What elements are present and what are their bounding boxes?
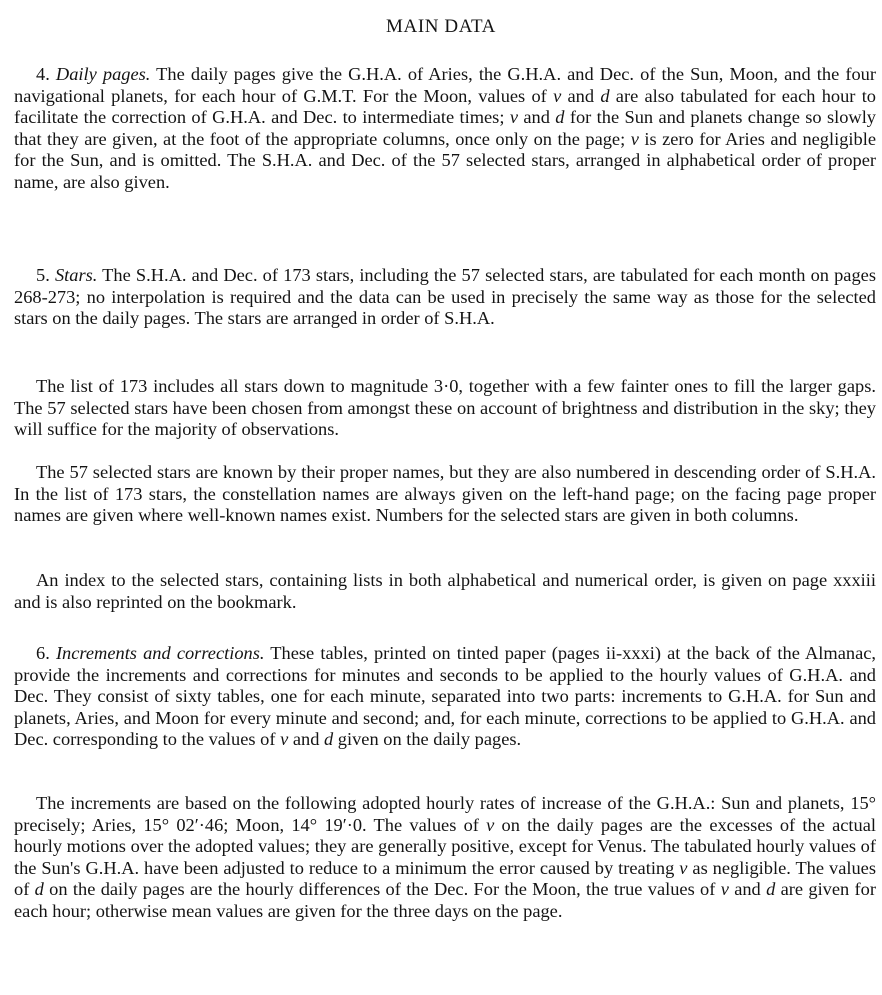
paragraph-increments [14,643,876,751]
italic-variable: d [34,879,44,900]
text-run: are also tabulated for each hour to facilitate the correction of G.H.A. and Dec. to intermediate times; [14,85,876,128]
section-heading: Increments and corrections. [55,643,265,663]
section-heading: Daily pages. [55,64,151,84]
italic-variable: v [509,107,518,128]
section-number: 4. [36,64,50,84]
italic-variable: v [553,85,562,106]
section-heading: Stars. [54,265,98,285]
text-run: These tables, printed on tinted paper (pages ii-xxxi) at the back of the Almanac, provide the increments and corrections for minutes and seconds to be applied to the hourly values of G.H.A. and Dec. They consist of sixty tables, one for each minute, separated into two parts: increments to G.H.A. for Sun and planets, Aries, and Moon for every minute and second; and, for each minute, corrections to be applied to G.H.A. and Dec. corresponding to the values of [14,643,876,750]
paragraph-body [14,376,876,439]
paragraph-body [14,570,876,612]
text-run: The 57 selected stars are known by their proper names, but they are also numbered in descending order of S.H.A. In the list of 173 stars, the constellation names are always given on the left-hand page; on the facing page proper names are given where well-known names exist. Numbers for the selected stars are given in both columns. [14,462,876,526]
text-run: The S.H.A. and Dec. of 173 stars, including the 57 selected stars, are tabulated for each month on pages 268-273; no interpolation is required and the data can be used in precisely the same way as those for the selected stars on the daily pages. The stars are arranged in order of S.H.A. [14,265,876,329]
text-run: The daily pages give the G.H.A. of Aries, the G.H.A. and Dec. of the Sun, Moon, and the four navigational planets, for each hour of G.M.T. For the Moon, values of [14,64,876,106]
text-run: An index to the selected stars, containing lists in both alphabetical and numerical order, is given on page xxxiii and is also reprinted on the bookmark. [14,570,876,612]
text-run: and [517,107,556,128]
text-run: and [561,85,601,106]
text-run: and [728,879,767,900]
paragraph-star-list [14,376,876,441]
text-run: on the daily pages are the excesses of the actual hourly motions over the adopted values; they are generally positive, except for Venus. The tabulated hourly values of the Sun's G.H.A. have been adjusted to reduce to a minimum the error caused by treating [14,814,877,878]
italic-variable: v [679,857,688,878]
paragraph-daily-pages [14,64,876,194]
paragraph-stars [14,265,876,330]
italic-variable: v [720,879,729,900]
text-run: on the daily pages are the hourly differences of the Dec. For the Moon, the true values of [43,879,721,900]
text-run: as negligible. The values of [14,857,876,900]
section-number: 6. [36,643,50,663]
text-run: The increments are based on the following adopted hourly rates of increase of the G.H.A.: Sun and planets, 15° precisely; Aries, 15° 02′·46; Moon, 14° 19′·0. The values of [14,793,876,835]
paragraph-body [14,462,876,525]
italic-variable: d [766,879,776,900]
italic-variable: v [280,729,289,750]
italic-variable: v [486,814,495,835]
text-run: is zero for Aries and negligible for the Sun, and is omitted. The S.H.A. and Dec. of the 57 selected stars, arranged in alphabetical order of proper name, are also given. [14,128,876,192]
paragraph-body [14,265,876,328]
italic-variable: v [630,128,639,149]
paragraph-star-numbers [14,462,876,527]
italic-variable: d [555,107,565,128]
text-run: for the Sun and planets change so slowly that they are given, at the foot of the appropriate columns, once only on the page; [14,107,876,149]
text-run: and [288,729,324,750]
text-run: are given for each hour; otherwise mean values are given for the three days on the page. [14,879,877,921]
italic-variable: d [324,729,334,750]
text-run: The list of 173 includes all stars down to magnitude 3·0, together with a few fainter ones to fill the larger gaps. The 57 selected stars have been chosen from amongst these on account of brightness and distribution in the sky; they will suffice for the majority of observations. [14,376,876,440]
paragraph-body [14,793,876,921]
text-run: given on the daily pages. [333,729,522,750]
paragraph-star-index [14,570,876,613]
italic-variable: d [600,85,610,106]
section-number: 5. [36,265,50,285]
page-title: MAIN DATA [386,16,496,37]
paragraph-adopted-rates [14,793,876,923]
